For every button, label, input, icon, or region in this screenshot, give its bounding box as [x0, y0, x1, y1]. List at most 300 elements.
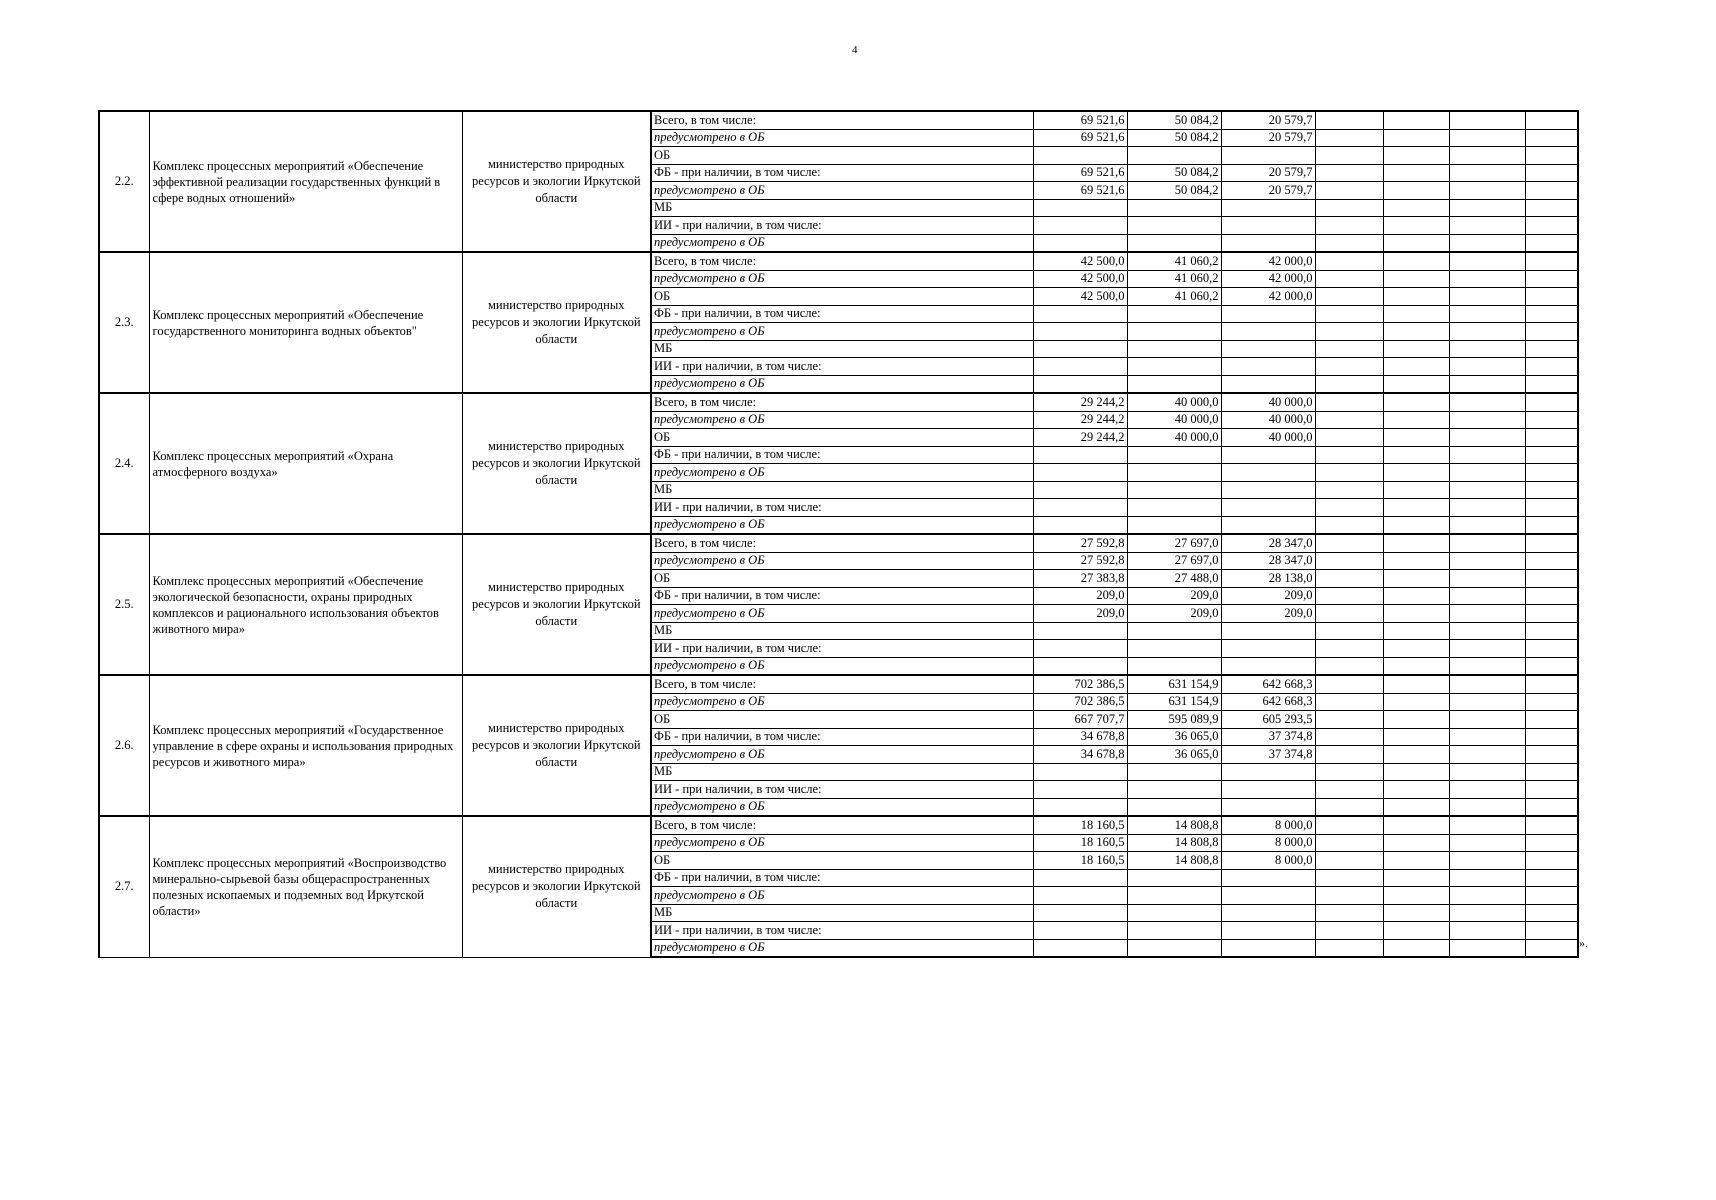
empty-cell: [1449, 182, 1525, 200]
empty-cell: [1449, 640, 1525, 658]
funding-source-label: предусмотрено в ОБ: [651, 834, 1033, 852]
funding-value: 28 347,0: [1221, 534, 1315, 552]
funding-value: [1221, 922, 1315, 940]
empty-cell: [1449, 711, 1525, 729]
funding-value: [1127, 798, 1221, 816]
table-body: [99, 111, 1578, 957]
empty-cell: [1315, 446, 1383, 464]
funding-value: 702 386,5: [1033, 693, 1127, 711]
empty-cell: [1525, 199, 1578, 217]
funding-source-label: предусмотрено в ОБ: [651, 270, 1033, 288]
funding-source-label: предусмотрено в ОБ: [651, 939, 1033, 957]
empty-cell: [1383, 429, 1449, 447]
funding-value: 28 347,0: [1221, 552, 1315, 570]
funding-value: 40 000,0: [1127, 393, 1221, 411]
funding-value: 209,0: [1033, 587, 1127, 605]
empty-cell: [1449, 270, 1525, 288]
empty-cell: [1525, 393, 1578, 411]
funding-source-label: ОБ: [651, 147, 1033, 165]
activity-name: Комплекс процессных мероприятий «Обеспечение экологической безопасности, охраны природных комплексов и рационального использования объектов животного мира»: [149, 534, 462, 675]
empty-cell: [1525, 375, 1578, 393]
funding-value: 41 060,2: [1127, 252, 1221, 270]
funding-value: 8 000,0: [1221, 852, 1315, 870]
empty-cell: [1525, 904, 1578, 922]
funding-source-label: предусмотрено в ОБ: [651, 129, 1033, 147]
empty-cell: [1525, 798, 1578, 816]
empty-cell: [1525, 323, 1578, 341]
funding-source-label: ИИ - при наличии, в том числе:: [651, 781, 1033, 799]
funding-value: [1033, 199, 1127, 217]
empty-cell: [1449, 111, 1525, 129]
empty-cell: [1315, 411, 1383, 429]
empty-cell: [1449, 605, 1525, 623]
funding-value: 37 374,8: [1221, 728, 1315, 746]
funding-value: 209,0: [1127, 587, 1221, 605]
funding-value: [1127, 446, 1221, 464]
empty-cell: [1383, 693, 1449, 711]
funding-value: [1221, 887, 1315, 905]
funding-value: [1221, 234, 1315, 252]
empty-cell: [1315, 763, 1383, 781]
empty-cell: [1383, 358, 1449, 376]
empty-cell: [1449, 340, 1525, 358]
funding-value: 41 060,2: [1127, 288, 1221, 306]
funding-value: [1221, 358, 1315, 376]
funding-value: [1033, 657, 1127, 675]
funding-value: 14 808,8: [1127, 852, 1221, 870]
empty-cell: [1449, 323, 1525, 341]
funding-value: [1033, 305, 1127, 323]
item-number: 2.7.: [99, 816, 149, 957]
empty-cell: [1449, 763, 1525, 781]
empty-cell: [1449, 657, 1525, 675]
empty-cell: [1383, 464, 1449, 482]
empty-cell: [1525, 305, 1578, 323]
funding-value: 29 244,2: [1033, 429, 1127, 447]
empty-cell: [1315, 675, 1383, 693]
funding-value: 642 668,3: [1221, 675, 1315, 693]
funding-value: 42 000,0: [1221, 252, 1315, 270]
empty-cell: [1449, 411, 1525, 429]
empty-cell: [1383, 182, 1449, 200]
item-number: 2.4.: [99, 393, 149, 534]
page-number: 4: [852, 44, 858, 56]
empty-cell: [1315, 375, 1383, 393]
funding-value: 69 521,6: [1033, 182, 1127, 200]
empty-cell: [1315, 182, 1383, 200]
empty-cell: [1383, 270, 1449, 288]
funding-value: [1033, 217, 1127, 235]
funding-value: [1221, 622, 1315, 640]
empty-cell: [1315, 746, 1383, 764]
funding-value: [1033, 869, 1127, 887]
empty-cell: [1525, 570, 1578, 588]
empty-cell: [1449, 481, 1525, 499]
funding-source-label: предусмотрено в ОБ: [651, 411, 1033, 429]
funding-value: 40 000,0: [1221, 429, 1315, 447]
funding-value: 27 488,0: [1127, 570, 1221, 588]
empty-cell: [1315, 129, 1383, 147]
funding-value: 42 000,0: [1221, 270, 1315, 288]
empty-cell: [1525, 516, 1578, 534]
empty-cell: [1449, 904, 1525, 922]
empty-cell: [1315, 587, 1383, 605]
empty-cell: [1383, 552, 1449, 570]
funding-value: [1127, 781, 1221, 799]
empty-cell: [1383, 499, 1449, 517]
empty-cell: [1449, 834, 1525, 852]
empty-cell: [1383, 834, 1449, 852]
funding-value: [1221, 499, 1315, 517]
funding-source-label: Всего, в том числе:: [651, 393, 1033, 411]
empty-cell: [1383, 252, 1449, 270]
funding-value: 36 065,0: [1127, 746, 1221, 764]
empty-cell: [1315, 340, 1383, 358]
funding-value: [1221, 323, 1315, 341]
empty-cell: [1449, 781, 1525, 799]
empty-cell: [1315, 693, 1383, 711]
funding-value: 27 697,0: [1127, 552, 1221, 570]
funding-value: [1033, 481, 1127, 499]
empty-cell: [1383, 481, 1449, 499]
empty-cell: [1383, 816, 1449, 834]
funding-value: [1221, 446, 1315, 464]
funding-value: 69 521,6: [1033, 129, 1127, 147]
funding-value: 27 592,8: [1033, 552, 1127, 570]
funding-source-label: предусмотрено в ОБ: [651, 605, 1033, 623]
empty-cell: [1525, 288, 1578, 306]
funding-source-label: предусмотрено в ОБ: [651, 375, 1033, 393]
funding-value: 209,0: [1033, 605, 1127, 623]
responsible-executor: министерство природных ресурсов и экологии Иркутской области: [462, 816, 651, 957]
empty-cell: [1449, 552, 1525, 570]
empty-cell: [1525, 781, 1578, 799]
funding-value: 20 579,7: [1221, 129, 1315, 147]
empty-cell: [1449, 869, 1525, 887]
funding-value: [1127, 887, 1221, 905]
funding-value: [1033, 781, 1127, 799]
funding-value: 18 160,5: [1033, 852, 1127, 870]
empty-cell: [1383, 605, 1449, 623]
empty-cell: [1315, 429, 1383, 447]
funding-value: 27 383,8: [1033, 570, 1127, 588]
funding-value: 40 000,0: [1127, 429, 1221, 447]
funding-value: [1221, 305, 1315, 323]
empty-cell: [1525, 147, 1578, 165]
funding-value: 18 160,5: [1033, 834, 1127, 852]
funding-source-label: предусмотрено в ОБ: [651, 746, 1033, 764]
empty-cell: [1525, 464, 1578, 482]
funding-value: [1127, 147, 1221, 165]
funding-value: 14 808,8: [1127, 834, 1221, 852]
empty-cell: [1383, 234, 1449, 252]
empty-cell: [1383, 323, 1449, 341]
funding-value: [1033, 323, 1127, 341]
funding-value: 34 678,8: [1033, 746, 1127, 764]
empty-cell: [1383, 640, 1449, 658]
funding-value: [1221, 939, 1315, 957]
funding-source-label: ФБ - при наличии, в том числе:: [651, 587, 1033, 605]
funding-value: [1221, 798, 1315, 816]
funding-value: [1033, 464, 1127, 482]
responsible-executor: министерство природных ресурсов и экологии Иркутской области: [462, 111, 651, 252]
funding-value: 37 374,8: [1221, 746, 1315, 764]
empty-cell: [1525, 834, 1578, 852]
funding-value: [1127, 922, 1221, 940]
empty-cell: [1525, 587, 1578, 605]
funding-value: [1127, 763, 1221, 781]
funding-table: [98, 110, 1579, 958]
funding-source-label: предусмотрено в ОБ: [651, 693, 1033, 711]
activity-name: Комплекс процессных мероприятий «Государственное управление в сфере охраны и использования природных ресурсов и животного мира»: [149, 675, 462, 816]
empty-cell: [1383, 375, 1449, 393]
empty-cell: [1315, 852, 1383, 870]
empty-cell: [1315, 640, 1383, 658]
empty-cell: [1315, 552, 1383, 570]
empty-cell: [1315, 147, 1383, 165]
funding-value: 50 084,2: [1127, 182, 1221, 200]
empty-cell: [1449, 587, 1525, 605]
funding-source-label: предусмотрено в ОБ: [651, 464, 1033, 482]
funding-value: [1033, 640, 1127, 658]
funding-value: [1221, 781, 1315, 799]
empty-cell: [1449, 798, 1525, 816]
empty-cell: [1315, 798, 1383, 816]
empty-cell: [1315, 887, 1383, 905]
empty-cell: [1383, 217, 1449, 235]
empty-cell: [1383, 305, 1449, 323]
table-row: [99, 252, 1578, 270]
empty-cell: [1525, 534, 1578, 552]
empty-cell: [1383, 129, 1449, 147]
funding-value: [1033, 939, 1127, 957]
funding-source-label: ИИ - при наличии, в том числе:: [651, 499, 1033, 517]
empty-cell: [1525, 728, 1578, 746]
empty-cell: [1383, 534, 1449, 552]
empty-cell: [1449, 164, 1525, 182]
funding-value: 42 500,0: [1033, 288, 1127, 306]
empty-cell: [1315, 904, 1383, 922]
empty-cell: [1383, 763, 1449, 781]
empty-cell: [1383, 570, 1449, 588]
funding-source-label: Всего, в том числе:: [651, 111, 1033, 129]
funding-value: [1033, 375, 1127, 393]
funding-value: [1127, 640, 1221, 658]
funding-value: [1221, 869, 1315, 887]
empty-cell: [1315, 499, 1383, 517]
funding-value: 209,0: [1127, 605, 1221, 623]
empty-cell: [1525, 869, 1578, 887]
funding-source-label: предусмотрено в ОБ: [651, 182, 1033, 200]
funding-value: 36 065,0: [1127, 728, 1221, 746]
funding-value: [1127, 657, 1221, 675]
empty-cell: [1383, 587, 1449, 605]
empty-cell: [1449, 375, 1525, 393]
funding-value: [1127, 622, 1221, 640]
empty-cell: [1315, 464, 1383, 482]
funding-value: [1221, 640, 1315, 658]
empty-cell: [1449, 728, 1525, 746]
table-row: [99, 816, 1578, 834]
empty-cell: [1449, 675, 1525, 693]
funding-value: 42 000,0: [1221, 288, 1315, 306]
empty-cell: [1315, 570, 1383, 588]
funding-value: [1127, 358, 1221, 376]
funding-value: [1221, 481, 1315, 499]
empty-cell: [1525, 411, 1578, 429]
funding-source-label: предусмотрено в ОБ: [651, 798, 1033, 816]
funding-source-label: МБ: [651, 340, 1033, 358]
empty-cell: [1525, 429, 1578, 447]
empty-cell: [1315, 270, 1383, 288]
empty-cell: [1383, 675, 1449, 693]
empty-cell: [1315, 217, 1383, 235]
funding-value: 40 000,0: [1221, 411, 1315, 429]
empty-cell: [1449, 129, 1525, 147]
funding-source-label: ФБ - при наличии, в том числе:: [651, 869, 1033, 887]
empty-cell: [1525, 111, 1578, 129]
empty-cell: [1383, 199, 1449, 217]
funding-value: [1127, 199, 1221, 217]
empty-cell: [1449, 746, 1525, 764]
funding-value: 29 244,2: [1033, 393, 1127, 411]
responsible-executor: министерство природных ресурсов и экологии Иркутской области: [462, 393, 651, 534]
funding-value: 209,0: [1221, 587, 1315, 605]
funding-value: [1221, 763, 1315, 781]
empty-cell: [1315, 323, 1383, 341]
funding-value: [1033, 922, 1127, 940]
empty-cell: [1383, 781, 1449, 799]
empty-cell: [1315, 111, 1383, 129]
funding-value: [1221, 217, 1315, 235]
item-number: 2.6.: [99, 675, 149, 816]
funding-value: 20 579,7: [1221, 182, 1315, 200]
empty-cell: [1525, 887, 1578, 905]
funding-value: [1221, 657, 1315, 675]
funding-value: [1127, 375, 1221, 393]
funding-source-label: предусмотрено в ОБ: [651, 516, 1033, 534]
funding-value: 8 000,0: [1221, 816, 1315, 834]
activity-name: Комплекс процессных мероприятий «Обеспечение государственного мониторинга водных объектов": [149, 252, 462, 393]
empty-cell: [1383, 852, 1449, 870]
empty-cell: [1383, 446, 1449, 464]
funding-value: [1127, 340, 1221, 358]
funding-source-label: предусмотрено в ОБ: [651, 552, 1033, 570]
empty-cell: [1383, 711, 1449, 729]
funding-source-label: Всего, в том числе:: [651, 816, 1033, 834]
funding-value: [1033, 798, 1127, 816]
empty-cell: [1449, 852, 1525, 870]
funding-value: [1221, 904, 1315, 922]
funding-source-label: ОБ: [651, 711, 1033, 729]
empty-cell: [1315, 728, 1383, 746]
funding-value: 28 138,0: [1221, 570, 1315, 588]
empty-cell: [1449, 516, 1525, 534]
empty-cell: [1449, 199, 1525, 217]
empty-cell: [1383, 111, 1449, 129]
funding-value: [1127, 464, 1221, 482]
empty-cell: [1525, 922, 1578, 940]
empty-cell: [1525, 939, 1578, 957]
empty-cell: [1449, 429, 1525, 447]
empty-cell: [1525, 182, 1578, 200]
empty-cell: [1383, 904, 1449, 922]
funding-value: 8 000,0: [1221, 834, 1315, 852]
empty-cell: [1315, 534, 1383, 552]
funding-value: [1127, 939, 1221, 957]
table-row: [99, 534, 1578, 552]
funding-source-label: предусмотрено в ОБ: [651, 657, 1033, 675]
empty-cell: [1449, 887, 1525, 905]
empty-cell: [1449, 358, 1525, 376]
empty-cell: [1315, 711, 1383, 729]
responsible-executor: министерство природных ресурсов и экологии Иркутской области: [462, 534, 651, 675]
empty-cell: [1315, 922, 1383, 940]
funding-value: 14 808,8: [1127, 816, 1221, 834]
empty-cell: [1383, 728, 1449, 746]
funding-value: [1127, 516, 1221, 534]
funding-source-label: ФБ - при наличии, в том числе:: [651, 305, 1033, 323]
funding-value: 50 084,2: [1127, 111, 1221, 129]
funding-source-label: предусмотрено в ОБ: [651, 234, 1033, 252]
empty-cell: [1315, 869, 1383, 887]
funding-source-label: ОБ: [651, 429, 1033, 447]
empty-cell: [1383, 746, 1449, 764]
funding-value: [1033, 147, 1127, 165]
empty-cell: [1449, 252, 1525, 270]
funding-value: [1127, 323, 1221, 341]
empty-cell: [1315, 834, 1383, 852]
funding-source-label: ОБ: [651, 288, 1033, 306]
empty-cell: [1449, 147, 1525, 165]
empty-cell: [1449, 305, 1525, 323]
item-number: 2.3.: [99, 252, 149, 393]
funding-value: 40 000,0: [1127, 411, 1221, 429]
empty-cell: [1315, 516, 1383, 534]
funding-source-label: ОБ: [651, 852, 1033, 870]
funding-source-label: МБ: [651, 622, 1033, 640]
empty-cell: [1449, 939, 1525, 957]
funding-value: [1127, 481, 1221, 499]
empty-cell: [1525, 270, 1578, 288]
funding-value: [1033, 446, 1127, 464]
funding-value: 18 160,5: [1033, 816, 1127, 834]
empty-cell: [1383, 657, 1449, 675]
funding-source-label: ФБ - при наличии, в том числе:: [651, 728, 1033, 746]
empty-cell: [1525, 446, 1578, 464]
funding-value: [1221, 147, 1315, 165]
funding-value: [1127, 234, 1221, 252]
funding-source-label: ИИ - при наличии, в том числе:: [651, 640, 1033, 658]
funding-source-label: Всего, в том числе:: [651, 675, 1033, 693]
empty-cell: [1449, 464, 1525, 482]
empty-cell: [1449, 393, 1525, 411]
funding-source-label: ФБ - при наличии, в том числе:: [651, 446, 1033, 464]
funding-value: [1221, 464, 1315, 482]
funding-value: [1127, 217, 1221, 235]
empty-cell: [1525, 164, 1578, 182]
funding-source-label: ИИ - при наличии, в том числе:: [651, 217, 1033, 235]
empty-cell: [1315, 234, 1383, 252]
funding-value: [1033, 358, 1127, 376]
funding-value: 50 084,2: [1127, 129, 1221, 147]
empty-cell: [1383, 164, 1449, 182]
empty-cell: [1315, 252, 1383, 270]
funding-value: 595 089,9: [1127, 711, 1221, 729]
item-number: 2.2.: [99, 111, 149, 252]
funding-value: 41 060,2: [1127, 270, 1221, 288]
funding-source-label: МБ: [651, 481, 1033, 499]
